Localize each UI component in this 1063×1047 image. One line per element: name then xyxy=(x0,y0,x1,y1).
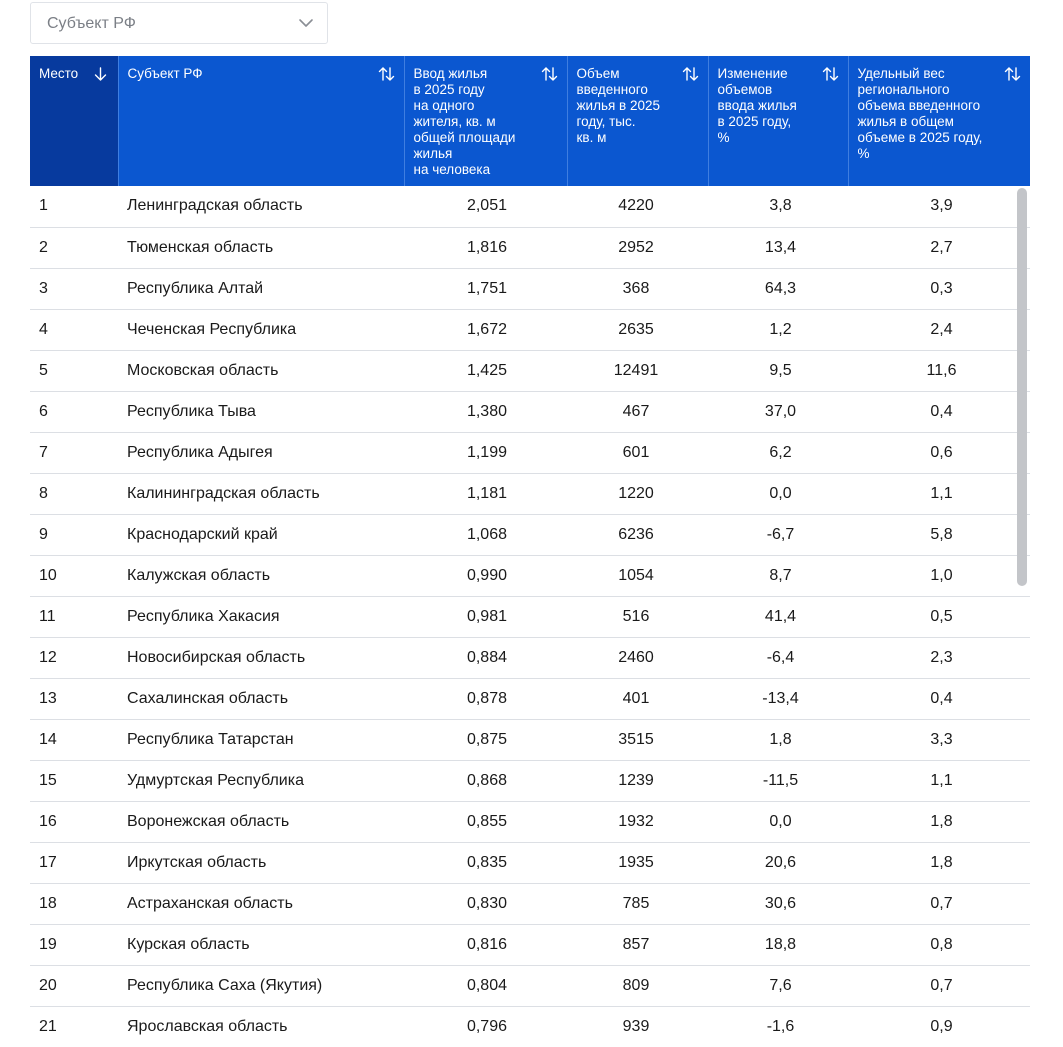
table-row[interactable] xyxy=(30,391,1030,432)
share-cell: 0,4 xyxy=(848,391,1030,432)
region-filter-dropdown[interactable] xyxy=(30,2,328,44)
volume-cell: 2460 xyxy=(567,637,708,678)
region-cell: Астраханская область xyxy=(118,883,404,924)
volume-cell: 2635 xyxy=(567,309,708,350)
rank-cell: 6 xyxy=(30,391,118,432)
change-cell: 13,4 xyxy=(708,227,848,268)
region-cell: Курская область xyxy=(118,924,404,965)
share-cell: 0,4 xyxy=(848,678,1030,719)
change-cell: 8,7 xyxy=(708,555,848,596)
change-cell: -6,4 xyxy=(708,637,848,678)
share-cell: 1,1 xyxy=(848,473,1030,514)
region-cell: Республика Адыгея xyxy=(118,432,404,473)
share-cell: 2,4 xyxy=(848,309,1030,350)
change-cell: -11,5 xyxy=(708,760,848,801)
volume-cell: 2952 xyxy=(567,227,708,268)
volume-cell: 1220 xyxy=(567,473,708,514)
table-row[interactable] xyxy=(30,924,1030,965)
volume-cell: 857 xyxy=(567,924,708,965)
table-row[interactable] xyxy=(30,473,1030,514)
share-cell: 11,6 xyxy=(848,350,1030,391)
per-capita-cell: 1,199 xyxy=(404,432,567,473)
share-cell: 0,9 xyxy=(848,1006,1030,1047)
sort-both-icon[interactable] xyxy=(822,66,839,82)
share-cell: 2,3 xyxy=(848,637,1030,678)
change-cell: 18,8 xyxy=(708,924,848,965)
region-cell: Новосибирская область xyxy=(118,637,404,678)
change-cell: 41,4 xyxy=(708,596,848,637)
rank-cell: 16 xyxy=(30,801,118,842)
region-cell: Калининградская область xyxy=(118,473,404,514)
sort-both-icon[interactable] xyxy=(541,66,558,82)
rank-cell: 10 xyxy=(30,555,118,596)
region-cell: Республика Татарстан xyxy=(118,719,404,760)
per-capita-cell: 2,051 xyxy=(404,186,567,227)
rank-cell: 21 xyxy=(30,1006,118,1047)
table-row[interactable] xyxy=(30,842,1030,883)
region-cell: Удмуртская Республика xyxy=(118,760,404,801)
table-header xyxy=(30,56,1030,186)
per-capita-cell: 0,868 xyxy=(404,760,567,801)
rank-cell: 13 xyxy=(30,678,118,719)
rank-cell: 14 xyxy=(30,719,118,760)
volume-cell: 1054 xyxy=(567,555,708,596)
per-capita-cell: 1,380 xyxy=(404,391,567,432)
change-cell: -13,4 xyxy=(708,678,848,719)
table-body xyxy=(30,186,1030,1047)
per-capita-cell: 1,181 xyxy=(404,473,567,514)
volume-cell: 785 xyxy=(567,883,708,924)
change-cell: 1,2 xyxy=(708,309,848,350)
sort-both-icon[interactable] xyxy=(1004,66,1021,82)
volume-cell: 3515 xyxy=(567,719,708,760)
table-row[interactable] xyxy=(30,555,1030,596)
share-cell: 1,0 xyxy=(848,555,1030,596)
rank-cell: 20 xyxy=(30,965,118,1006)
table-row[interactable] xyxy=(30,268,1030,309)
rank-cell: 5 xyxy=(30,350,118,391)
table-row[interactable] xyxy=(30,637,1030,678)
rank-cell: 19 xyxy=(30,924,118,965)
region-cell: Тюменская область xyxy=(118,227,404,268)
volume-cell: 1239 xyxy=(567,760,708,801)
region-filter-label: Субъект РФ xyxy=(47,15,136,32)
share-cell: 1,1 xyxy=(848,760,1030,801)
volume-cell: 6236 xyxy=(567,514,708,555)
per-capita-cell: 0,884 xyxy=(404,637,567,678)
change-cell: 30,6 xyxy=(708,883,848,924)
share-cell: 3,3 xyxy=(848,719,1030,760)
region-cell: Республика Тыва xyxy=(118,391,404,432)
change-cell: 9,5 xyxy=(708,350,848,391)
rank-cell: 3 xyxy=(30,268,118,309)
column-header-per-capita[interactable] xyxy=(404,56,567,186)
table-row[interactable] xyxy=(30,186,1030,227)
table-row[interactable] xyxy=(30,350,1030,391)
table-row[interactable] xyxy=(30,227,1030,268)
volume-cell: 12491 xyxy=(567,350,708,391)
share-cell: 0,7 xyxy=(848,883,1030,924)
change-cell: 3,8 xyxy=(708,186,848,227)
change-cell: 1,8 xyxy=(708,719,848,760)
rank-cell: 18 xyxy=(30,883,118,924)
change-cell: -1,6 xyxy=(708,1006,848,1047)
column-header-label: Объем введенного жилья в 2025 году, тыс. кв. м xyxy=(576,66,660,145)
per-capita-cell: 1,672 xyxy=(404,309,567,350)
table-row[interactable] xyxy=(30,719,1030,760)
region-cell: Краснодарский край xyxy=(118,514,404,555)
volume-cell: 401 xyxy=(567,678,708,719)
share-cell: 0,7 xyxy=(848,965,1030,1006)
region-cell: Иркутская область xyxy=(118,842,404,883)
volume-cell: 467 xyxy=(567,391,708,432)
change-cell: 37,0 xyxy=(708,391,848,432)
volume-cell: 1935 xyxy=(567,842,708,883)
per-capita-cell: 0,816 xyxy=(404,924,567,965)
change-cell: 6,2 xyxy=(708,432,848,473)
table-row[interactable] xyxy=(30,883,1030,924)
change-cell: 20,6 xyxy=(708,842,848,883)
share-cell: 5,8 xyxy=(848,514,1030,555)
region-cell: Республика Алтай xyxy=(118,268,404,309)
table-row[interactable] xyxy=(30,1006,1030,1047)
table-row[interactable] xyxy=(30,596,1030,637)
region-cell: Республика Хакасия xyxy=(118,596,404,637)
per-capita-cell: 0,835 xyxy=(404,842,567,883)
table-row[interactable] xyxy=(30,514,1030,555)
rank-cell: 4 xyxy=(30,309,118,350)
region-cell: Республика Саха (Якутия) xyxy=(118,965,404,1006)
rank-cell: 11 xyxy=(30,596,118,637)
per-capita-cell: 0,878 xyxy=(404,678,567,719)
volume-cell: 1932 xyxy=(567,801,708,842)
share-cell: 0,8 xyxy=(848,924,1030,965)
change-cell: 7,6 xyxy=(708,965,848,1006)
column-header-label: Ввод жилья в 2025 году на одного жителя, кв. м общей площади жилья на человека xyxy=(413,66,516,177)
region-cell: Калужская область xyxy=(118,555,404,596)
column-header-label: Субъект РФ xyxy=(127,66,203,81)
share-cell: 0,3 xyxy=(848,268,1030,309)
table-row[interactable] xyxy=(30,801,1030,842)
share-cell: 3,9 xyxy=(848,186,1030,227)
volume-cell: 516 xyxy=(567,596,708,637)
region-cell: Московская область xyxy=(118,350,404,391)
table-row[interactable] xyxy=(30,760,1030,801)
per-capita-cell: 1,816 xyxy=(404,227,567,268)
rank-cell: 8 xyxy=(30,473,118,514)
column-header-label: Место xyxy=(39,66,79,81)
share-cell: 1,8 xyxy=(848,842,1030,883)
rank-cell: 2 xyxy=(30,227,118,268)
change-cell: 64,3 xyxy=(708,268,848,309)
table-row[interactable] xyxy=(30,432,1030,473)
rating-table xyxy=(30,56,1030,1047)
change-cell: -6,7 xyxy=(708,514,848,555)
per-capita-cell: 0,875 xyxy=(404,719,567,760)
region-cell: Ярославская область xyxy=(118,1006,404,1047)
volume-cell: 4220 xyxy=(567,186,708,227)
volume-cell: 368 xyxy=(567,268,708,309)
per-capita-cell: 0,804 xyxy=(404,965,567,1006)
sort-both-icon[interactable] xyxy=(682,66,699,82)
change-cell: 0,0 xyxy=(708,801,848,842)
share-cell: 0,6 xyxy=(848,432,1030,473)
rank-cell: 15 xyxy=(30,760,118,801)
per-capita-cell: 0,830 xyxy=(404,883,567,924)
region-cell: Чеченская Республика xyxy=(118,309,404,350)
region-cell: Сахалинская область xyxy=(118,678,404,719)
column-header-rank[interactable] xyxy=(30,56,118,186)
per-capita-cell: 0,990 xyxy=(404,555,567,596)
rank-cell: 17 xyxy=(30,842,118,883)
change-cell: 0,0 xyxy=(708,473,848,514)
region-cell: Ленинградская область xyxy=(118,186,404,227)
rank-cell: 1 xyxy=(30,186,118,227)
column-header-label: Изменение объемов ввода жилья в 2025 году, % xyxy=(717,66,797,145)
volume-cell: 601 xyxy=(567,432,708,473)
share-cell: 0,5 xyxy=(848,596,1030,637)
per-capita-cell: 0,855 xyxy=(404,801,567,842)
column-header-region[interactable] xyxy=(118,56,404,186)
region-cell: Воронежская область xyxy=(118,801,404,842)
volume-cell: 939 xyxy=(567,1006,708,1047)
share-cell: 2,7 xyxy=(848,227,1030,268)
rank-cell: 9 xyxy=(30,514,118,555)
sort-desc-icon[interactable] xyxy=(92,66,109,82)
table-scrollbar-thumb[interactable] xyxy=(1017,188,1027,586)
rank-cell: 12 xyxy=(30,637,118,678)
share-cell: 1,8 xyxy=(848,801,1030,842)
per-capita-cell: 0,796 xyxy=(404,1006,567,1047)
per-capita-cell: 0,981 xyxy=(404,596,567,637)
table-row[interactable] xyxy=(30,678,1030,719)
column-header-volume[interactable] xyxy=(567,56,708,186)
chevron-down-icon xyxy=(298,15,314,31)
per-capita-cell: 1,068 xyxy=(404,514,567,555)
per-capita-cell: 1,425 xyxy=(404,350,567,391)
column-header-share[interactable] xyxy=(848,56,1030,186)
column-header-label: Удельный вес регионального объема введенного жилья в общем объеме в 2025 году, % xyxy=(857,66,983,161)
sort-both-icon[interactable] xyxy=(378,66,395,82)
volume-cell: 809 xyxy=(567,965,708,1006)
rank-cell: 7 xyxy=(30,432,118,473)
per-capita-cell: 1,751 xyxy=(404,268,567,309)
table-row[interactable] xyxy=(30,965,1030,1006)
rating-table-container xyxy=(30,56,1030,1047)
column-header-change[interactable] xyxy=(708,56,848,186)
table-row[interactable] xyxy=(30,309,1030,350)
